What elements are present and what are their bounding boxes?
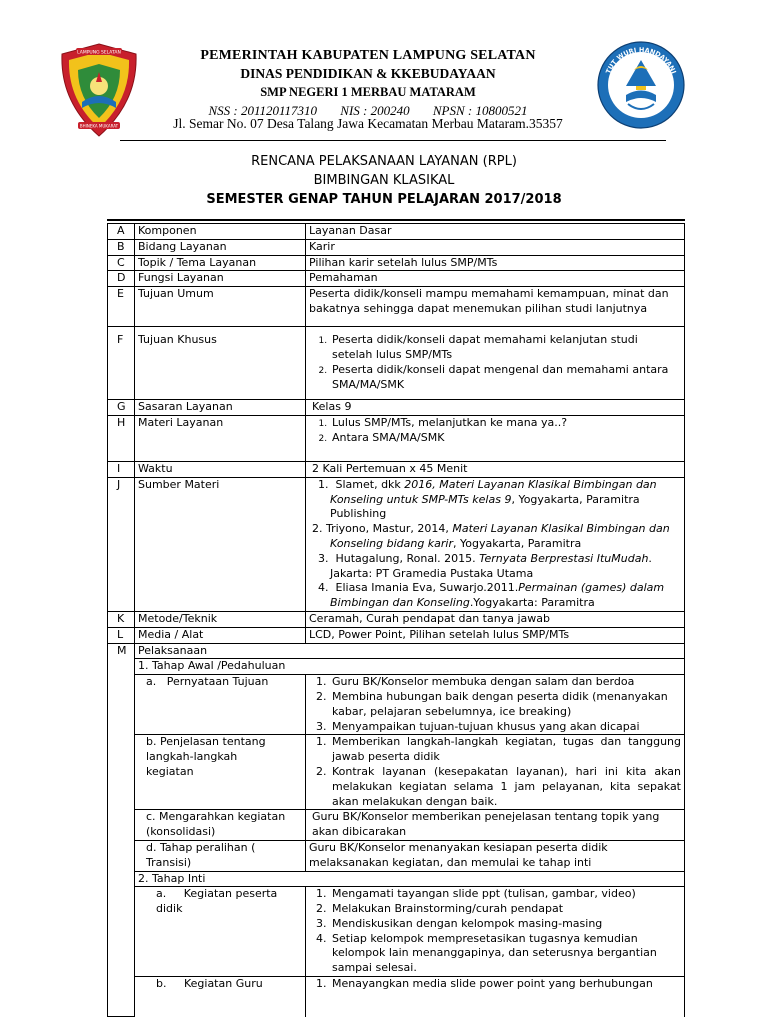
list-item: 2. Membina hubungan baik dengan peserta didik (menanyakan kabar, pelajaran sebelumnya, ice breaking) [330, 690, 681, 720]
table-row [108, 271, 685, 287]
list-item: 3. Mendiskusikan dengan kelompok masing-masing [330, 917, 681, 932]
list-item: 1. Mengamati tayangan slide ppt (tulisan, gambar, video) [330, 887, 681, 902]
row-label: Bidang Layanan [135, 239, 306, 255]
letterhead-address: Jl. Semar No. 07 Desa Talang Jawa Kecamatan Merbau Mataram.35357 [173, 116, 563, 131]
tahap-inti-label: 2. Tahap Inti [135, 871, 685, 887]
materi-list [309, 416, 681, 446]
list-item: 1. Guru BK/Konselor membuka dengan salam dan berdoa [330, 675, 681, 690]
table-row [108, 400, 685, 416]
header-divider [120, 140, 666, 141]
table-row [108, 611, 685, 627]
table-row: a. Kegiatan peserta didik 1. Mengamati tayangan slide ppt (tulisan, gambar, video) 2. Melakukan Brainstorming/curah pendapat 3. Mendiskusikan dengan kelompok masing-masing 4. Setiap kelompok mempresetasikan tugasnya kemudian kelompok lain menanggapinya, dan seterusnya bergantian sampai selesai. [108, 887, 685, 977]
table-row [108, 735, 685, 810]
pernyataan-tujuan-list [309, 675, 681, 734]
row-value: Pilihan karir setelah lulus SMP/MTs [306, 255, 685, 271]
nis-text: NIS : 200240 [340, 103, 410, 118]
row-code: B [117, 239, 125, 253]
table-row [108, 810, 685, 841]
tujuan-khusus-list [309, 333, 681, 392]
logo-left-bottom-text: BHINEKA MUKARAT [79, 123, 119, 129]
row-label: Pelaksanaan [135, 643, 685, 659]
row-value: Peserta didik/konseli mampu memahami kemampuan, minat dan bakatnya sehingga dapat menemukan pilihan studi lanjutnya [306, 287, 685, 327]
table-row [108, 871, 685, 887]
logo-right-text: TUT WURI HANDAYANI [604, 45, 678, 75]
table-row: b. Kegiatan Guru 1. Menayangkan media slide power point yang berhubungan [108, 977, 685, 1017]
table-row [108, 255, 685, 271]
row-code: K [117, 611, 125, 625]
sumber-item-1: 1. Slamet, dkk 2016, Materi Layanan Klasikal Bimbingan dan Konseling untuk SMP-MTs kelas 9, Yogyakarta, Paramitra Publishing [318, 477, 657, 521]
row-label: Tujuan Khusus [135, 327, 306, 400]
list-item: 1. Memberikan langkah-langkah kegiatan, tugas dan tanggung jawab peserta didik [330, 735, 681, 765]
list-item: 1. Lulus SMP/MTs, melanjutkan ke mana ya..? [330, 416, 681, 431]
row-code: L [117, 627, 124, 641]
row-label: Tujuan Umum [135, 287, 306, 327]
table-row: a. Pernyataan Tujuan 1. Guru BK/Konselor membuka dengan salam dan berdoa 2. Membina hubungan baik dengan peserta didik (menanyakan kabar, pelajaran sebelumnya, ice breaking) 3. Menyampaikan tujuan-tujuan khusus yang akan dicapai [108, 675, 685, 735]
row-label: Media / Alat [135, 627, 306, 643]
row-value: Kelas 9 [306, 400, 685, 416]
row-code: A [117, 224, 125, 237]
lampung-selatan-logo [58, 42, 140, 138]
letterhead-line2: DINAS PENDIDIKAN & KKEBUDAYAAN [240, 66, 496, 81]
table-row [108, 224, 685, 240]
table-row [108, 415, 685, 461]
pernyataan-tujuan-label: Pernyataan Tujuan [166, 675, 269, 689]
list-item: 4. Setiap kelompok mempresetasikan tugasnya kemudian kelompok lain menanggapinya, dan seterusnya bergantian sampai selesai. [330, 932, 681, 976]
table-row [108, 643, 685, 659]
tut-wuri-handayani-logo [596, 40, 686, 130]
row-label: Topik / Tema Layanan [135, 255, 306, 271]
list-item: 2. Peserta didik/konseli dapat mengenal dan memahami antara SMA/MA/SMK [330, 363, 681, 393]
list-item: 2. Kontrak layanan (kesepakatan layanan), hari ini kita akan melakukan kegiatan selama 1 jam pelayanan, kita sepakat akan melakukan dengan baik. [330, 765, 681, 809]
table-row [108, 461, 685, 477]
penjelasan-label: b. Penjelasan tentang langkah-langkah kegiatan [146, 735, 266, 778]
sumber-item-3: 3. Hutagalung, Ronal. 2015. Ternyata Berprestasi ItuMudah. Jakarta: PT Gramedia Pustaka Utama [318, 551, 652, 580]
row-value: Pemahaman [306, 271, 685, 287]
kegiatan-guru-label: Kegiatan Guru [183, 977, 263, 991]
row-value: LCD, Power Point, Pilihan setelah lulus SMP/MTs [306, 627, 685, 643]
row-value: 2 Kali Pertemuan x 45 Menit [306, 461, 685, 477]
table-row [108, 840, 685, 871]
rpl-table [107, 223, 685, 1017]
mengarahkan-value: Guru BK/Konselor memberikan penejelasan tentang topik yang akan dibicarakan [306, 810, 685, 841]
row-code: E [117, 287, 124, 301]
sumber-item-4: 4. Eliasa Imania Eva, Suwarjo.2011.Permainan (games) dalam Bimbingan dan Konseling.Yogyakarta: Paramitra [318, 581, 665, 610]
row-label: Komponen [135, 224, 306, 240]
logo-left-top-text: LAMPUNG SELATAN [77, 50, 121, 56]
letterhead-line1: PEMERINTAH KABUPATEN LAMPUNG SELATAN [200, 48, 536, 63]
document-title [0, 152, 768, 209]
row-label: Sumber Materi [135, 477, 306, 611]
row-code: M [117, 643, 127, 657]
row-label: Waktu [135, 461, 306, 477]
penjelasan-list [309, 735, 681, 809]
row-code: D [117, 271, 126, 285]
table-top-rule [107, 219, 685, 221]
row-code: G [117, 400, 126, 414]
kegiatan-guru-list [309, 977, 681, 992]
table-row [108, 287, 685, 327]
row-label: Metode/Teknik [135, 611, 306, 627]
list-item: 2. Melakukan Brainstorming/curah pendapat [330, 902, 681, 917]
npsn-text: NPSN : 10800521 [432, 103, 528, 118]
peralihan-value: Guru BK/Konselor menanyakan kesiapan peserta didik melaksanakan kegiatan, dan memulai ke tahap inti [306, 840, 685, 871]
sumber-item-2: 2. Triyono, Mastur, 2014, Materi Layanan Klasikal Bimbingan dan Konseling bidang karir, Yogyakarta, Paramitra [312, 522, 670, 550]
row-code: J [117, 477, 121, 491]
kegiatan-peserta-label: Kegiatan peserta didik [156, 887, 278, 916]
nss-text: NSS : 201120117310 [208, 103, 318, 118]
title-line3: SEMESTER GENAP TAHUN PELAJARAN 2017/2018 [206, 192, 562, 207]
row-label: Sasaran Layanan [135, 400, 306, 416]
peralihan-label: d. Tahap peralihan ( Transisi) [146, 840, 256, 869]
kegiatan-peserta-list [309, 887, 681, 976]
row-value: Layanan Dasar [306, 224, 685, 240]
table-row [108, 627, 685, 643]
list-item: 3. Menyampaikan tujuan-tujuan khusus yang akan dicapai [330, 720, 681, 735]
table-row [108, 477, 685, 611]
row-code: F [117, 333, 124, 347]
row-code: C [117, 255, 125, 269]
row-code: H [117, 415, 126, 429]
row-label: Materi Layanan [135, 415, 306, 461]
table-row [108, 659, 685, 675]
title-line1: RENCANA PELAKSANAAN LAYANAN (RPL) [251, 154, 517, 169]
row-value: Karir [306, 239, 685, 255]
tahap-awal-label: 1. Tahap Awal /Pedahuluan [135, 659, 685, 675]
title-line2: BIMBINGAN KLASIKAL [313, 173, 455, 188]
list-item: 2. Antara SMA/MA/SMK [330, 431, 681, 446]
row-value: Ceramah, Curah pendapat dan tanya jawab [306, 611, 685, 627]
row-code: I [117, 461, 121, 475]
letterhead [140, 47, 596, 119]
table-row [108, 327, 685, 400]
list-item: 1. Menayangkan media slide power point yang berhubungan [330, 977, 681, 992]
list-item: 1. Peserta didik/konseli dapat memahami kelanjutan studi setelah lulus SMP/MTs [330, 333, 681, 363]
mengarahkan-label: c. Mengarahkan kegiatan (konsolidasi) [146, 810, 286, 839]
table-row [108, 239, 685, 255]
letterhead-line3: SMP NEGERI 1 MERBAU MATARAM [260, 85, 476, 99]
row-label: Fungsi Layanan [135, 271, 306, 287]
